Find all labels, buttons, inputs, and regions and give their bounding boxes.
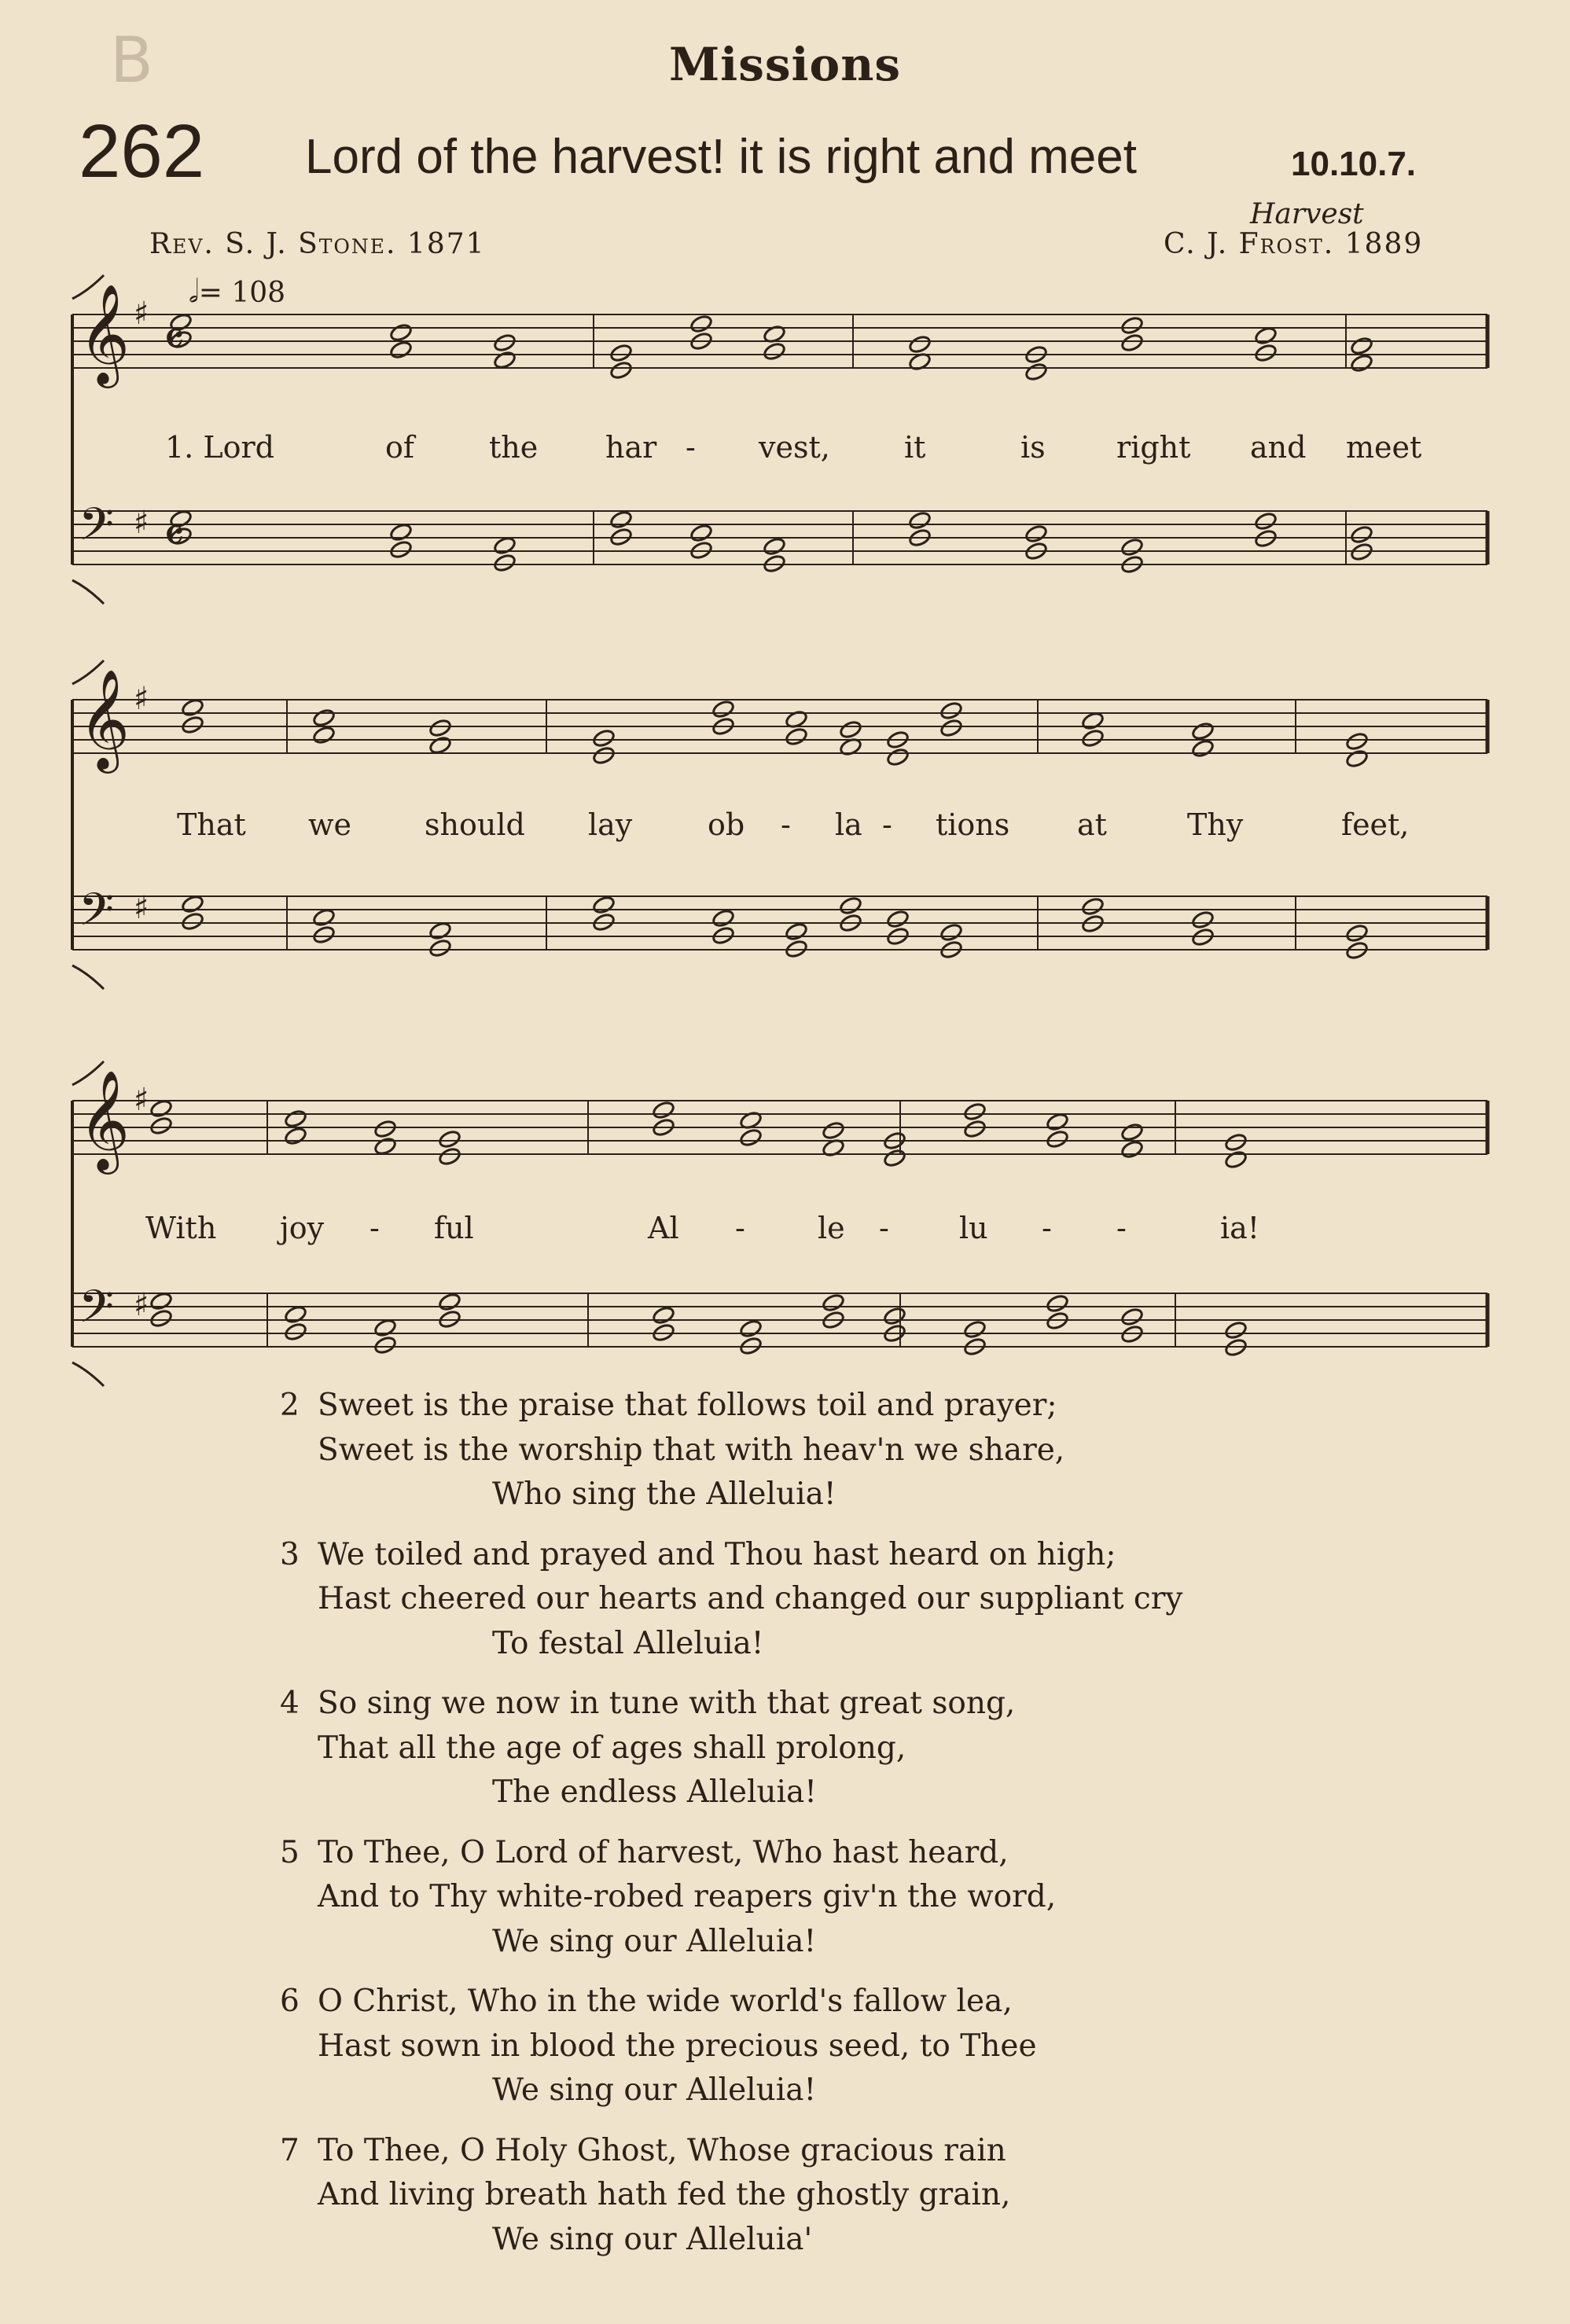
- half-note: [493, 333, 517, 352]
- verse-line: [280, 1429, 1182, 1473]
- author-credit: Rev. S. J. Stone. 1871: [149, 228, 486, 260]
- half-note: [438, 1129, 461, 1149]
- half-note: [389, 522, 413, 542]
- half-note: [428, 938, 452, 958]
- verse-text: We toiled and prayed and Thou hast heard on high;: [318, 1536, 1116, 1572]
- sharp-icon: ♯: [134, 1082, 149, 1118]
- verse-line: [280, 2173, 1182, 2218]
- lyric-syllable: -: [781, 807, 791, 842]
- half-note: [493, 553, 517, 572]
- half-note: [785, 921, 808, 941]
- half-note: [1254, 511, 1278, 531]
- common-time-icon: 𝄴: [164, 509, 185, 564]
- half-note: [373, 1136, 397, 1156]
- verse-text: So sing we now in tune with that great song,: [318, 1686, 1016, 1721]
- half-note: [389, 322, 413, 342]
- lyric-syllable: tions: [936, 807, 1010, 842]
- verse-text: Who sing the Alleluia!: [492, 1476, 836, 1512]
- bass-clef-icon: 𝄢: [79, 498, 115, 562]
- verse-text: Sweet is the worship that with heav'n we share,: [318, 1432, 1065, 1468]
- half-note: [149, 1098, 173, 1118]
- lyric-syllable: feet,: [1341, 807, 1410, 842]
- half-note: [438, 1292, 461, 1311]
- lyric-syllable: -: [735, 1211, 745, 1245]
- half-note: [839, 719, 862, 739]
- half-note: [1120, 315, 1144, 335]
- sharp-icon: ♯: [134, 296, 149, 332]
- verse-text: That all the age of ages shall prolong,: [318, 1730, 906, 1766]
- half-note: [908, 510, 932, 530]
- verse: [280, 1384, 1182, 1517]
- half-note: [822, 1293, 845, 1312]
- verse-text: To Thee, O Holy Ghost, Whose gracious rain: [318, 2132, 1006, 2168]
- half-note: [312, 925, 336, 944]
- verse-line: [280, 1682, 1182, 1726]
- half-note: [428, 718, 452, 737]
- verse-line: [280, 1920, 1182, 1965]
- half-note: [1120, 333, 1144, 352]
- treble-clef-icon: 𝄞: [79, 668, 131, 769]
- half-note: [1046, 1112, 1069, 1131]
- tune-name: Harvest: [1250, 198, 1364, 230]
- half-note: [1120, 1307, 1144, 1326]
- verse-number: 6: [280, 1984, 300, 2019]
- meter: 10.10.7.: [1291, 145, 1417, 183]
- verse-line: [280, 1980, 1182, 2024]
- verse-line: [280, 1875, 1182, 1920]
- hymn-number: 262: [79, 109, 205, 193]
- verse-line: [280, 2218, 1182, 2263]
- half-note: [592, 895, 616, 914]
- lyric-syllable: ia!: [1220, 1211, 1260, 1245]
- lyric-syllable: Al: [648, 1211, 679, 1245]
- verse-line: [280, 1577, 1182, 1622]
- half-note: [609, 509, 633, 529]
- half-note: [312, 907, 336, 927]
- sharp-icon: ♯: [134, 1287, 149, 1323]
- lyric-syllable: it: [904, 430, 926, 465]
- half-note: [149, 1116, 173, 1135]
- half-note: [1345, 748, 1369, 768]
- half-note: [1345, 731, 1369, 751]
- half-note: [1191, 910, 1215, 929]
- half-note: [1081, 728, 1105, 748]
- verse-text: Sweet is the praise that follows toil and prayer;: [318, 1388, 1057, 1423]
- half-note: [652, 1100, 675, 1120]
- verse-line: [280, 1533, 1182, 1578]
- half-note: [149, 1291, 173, 1311]
- verse-text: To Thee, O Lord of harvest, Who hast heard,: [318, 1834, 1009, 1870]
- half-note: [1024, 362, 1048, 381]
- half-note: [1046, 1129, 1069, 1149]
- half-note: [1081, 896, 1105, 916]
- lyric-syllable: vest,: [759, 430, 830, 465]
- verse: [280, 1980, 1182, 2113]
- lyric-syllable: the: [489, 430, 539, 465]
- verse-text: The endless Alleluia!: [492, 1774, 817, 1810]
- lyric-syllable: la: [835, 807, 862, 842]
- bass-clef-icon: 𝄢: [79, 1280, 115, 1344]
- half-note: [689, 523, 713, 542]
- half-note: [763, 341, 786, 361]
- verse: [280, 1533, 1182, 1667]
- lyric-syllable: we: [308, 807, 352, 842]
- lyric-syllable: ful: [434, 1211, 474, 1245]
- half-note: [963, 1119, 987, 1138]
- half-note: [312, 708, 336, 727]
- half-note: [886, 747, 910, 767]
- half-note: [1224, 1132, 1248, 1152]
- lyric-syllable: har: [605, 430, 657, 465]
- half-note: [1120, 1139, 1144, 1159]
- composer-credit: C. J. Frost. 1889: [1164, 228, 1424, 260]
- half-note: [1081, 711, 1105, 730]
- verse: [280, 2129, 1182, 2263]
- half-note: [592, 728, 616, 748]
- half-note: [1191, 721, 1215, 741]
- hymn-first-line: Lord of the harvest! it is right and meet: [305, 130, 1137, 184]
- half-note: [373, 1318, 397, 1337]
- half-note: [739, 1318, 763, 1338]
- sharp-icon: ♯: [134, 681, 149, 717]
- half-note: [312, 725, 336, 745]
- verse-line: [280, 1771, 1182, 1815]
- verse-number: 7: [280, 2132, 300, 2168]
- half-note: [284, 1322, 307, 1341]
- half-note: [1046, 1293, 1069, 1313]
- half-note: [149, 1308, 173, 1328]
- half-note: [389, 539, 413, 559]
- verse-text: Hast cheered our hearts and changed our suppliant cry: [318, 1581, 1183, 1616]
- sharp-icon: ♯: [134, 890, 149, 926]
- half-note: [963, 1101, 987, 1121]
- half-note: [493, 350, 517, 370]
- half-note: [181, 911, 204, 931]
- half-note: [181, 697, 204, 717]
- half-note: [438, 1146, 461, 1166]
- verse-line: [280, 1831, 1182, 1876]
- lyric-syllable: at: [1077, 807, 1107, 842]
- verse-text: And living breath hath fed the ghostly grain,: [318, 2177, 1011, 2212]
- half-note: [839, 895, 862, 915]
- half-note: [284, 1109, 307, 1128]
- half-note: [428, 921, 452, 940]
- verse-line: [280, 2024, 1182, 2069]
- verse-number: 3: [280, 1536, 300, 1572]
- lyric-syllable: lu: [959, 1211, 988, 1245]
- lyric-syllable: le: [818, 1211, 845, 1245]
- verse-text: O Christ, Who in the wide world's fallow lea,: [318, 1984, 1013, 2019]
- verse: [280, 1831, 1182, 1965]
- half-note: [739, 1127, 763, 1147]
- half-note: [883, 1148, 906, 1168]
- verse-text: And to Thy white-robed reapers giv'n the word,: [318, 1879, 1057, 1914]
- lyric-syllable: joy: [280, 1211, 325, 1245]
- half-note: [939, 701, 963, 720]
- verse-text: We sing our Alleluia!: [492, 1923, 817, 1959]
- lyric-syllable: lay: [588, 807, 633, 842]
- verse-text: Hast sown in blood the precious seed, to Thee: [318, 2028, 1037, 2064]
- verse-number: 2: [280, 1388, 300, 1423]
- verse: [280, 1682, 1182, 1815]
- treble-clef-icon: 𝄞: [79, 1069, 131, 1170]
- half-note: [1254, 325, 1278, 345]
- verse-number: 5: [280, 1834, 300, 1870]
- verse-text: To festal Alleluia!: [492, 1625, 764, 1661]
- half-note: [1191, 738, 1215, 758]
- lyric-syllable: -: [686, 430, 696, 465]
- lyric-syllable: should: [425, 807, 525, 842]
- bass-clef-icon: 𝄢: [79, 883, 115, 947]
- half-note: [689, 314, 713, 333]
- half-note: [1350, 524, 1373, 544]
- half-note: [1224, 1149, 1248, 1169]
- verses: [280, 1384, 1182, 2278]
- half-note: [711, 699, 735, 719]
- lyric-syllable: and: [1250, 430, 1307, 465]
- lyric-syllable: -: [882, 807, 892, 842]
- lyric-syllable: That: [177, 807, 246, 842]
- verse-line: [280, 1384, 1182, 1429]
- half-note: [785, 726, 808, 746]
- lyric-syllable: With: [145, 1211, 217, 1245]
- verse-line: [280, 1622, 1182, 1667]
- section-title: Missions: [668, 38, 902, 91]
- half-note: [1350, 336, 1373, 355]
- half-note: [1254, 343, 1278, 362]
- verse-line: [280, 1726, 1182, 1771]
- half-note-icon: 𝅗𝅥: [189, 274, 199, 310]
- pencil-mark: B: [110, 24, 153, 97]
- half-note: [284, 1126, 307, 1145]
- half-note: [609, 343, 633, 362]
- tempo-marking: 𝅗𝅥= 108: [189, 274, 286, 310]
- half-note: [1120, 537, 1144, 557]
- half-note: [592, 745, 616, 765]
- lyric-syllable: 1. Lord: [165, 430, 274, 465]
- half-note: [1350, 353, 1373, 373]
- half-note: [389, 340, 413, 359]
- half-note: [883, 1306, 906, 1326]
- lyric-syllable: ob: [708, 807, 745, 842]
- half-note: [493, 535, 517, 555]
- half-note: [181, 894, 204, 914]
- half-note: [1345, 923, 1369, 943]
- verse-line: [280, 2129, 1182, 2174]
- half-note: [963, 1319, 987, 1339]
- lyric-syllable: -: [370, 1211, 380, 1245]
- half-note: [373, 1119, 397, 1138]
- half-note: [939, 922, 963, 942]
- lyric-syllable: of: [385, 430, 414, 465]
- lyric-syllable: -: [1116, 1211, 1127, 1245]
- verse-line: [280, 1473, 1182, 1517]
- half-note: [939, 718, 963, 737]
- half-note: [886, 909, 910, 928]
- sharp-icon: ♯: [134, 505, 149, 541]
- treble-clef-icon: 𝄞: [79, 283, 131, 384]
- half-note: [763, 536, 786, 556]
- half-note: [822, 1120, 845, 1140]
- lyric-syllable: is: [1020, 430, 1046, 465]
- verse-text: We sing our Alleluia': [492, 2221, 813, 2257]
- verse-number: 4: [280, 1686, 300, 1721]
- verse-line: [280, 2068, 1182, 2113]
- half-note: [373, 1335, 397, 1355]
- half-note: [711, 908, 735, 928]
- half-note: [428, 735, 452, 755]
- common-time-icon: 𝄴: [164, 312, 185, 367]
- lyric-syllable: -: [879, 1211, 889, 1245]
- half-note: [284, 1304, 307, 1324]
- half-note: [1120, 1122, 1144, 1142]
- lyric-syllable: Thy: [1187, 807, 1244, 842]
- half-note: [181, 715, 204, 734]
- half-note: [652, 1305, 675, 1325]
- half-note: [1024, 524, 1048, 543]
- half-note: [1224, 1320, 1248, 1340]
- lyric-syllable: right: [1116, 430, 1191, 465]
- verse-text: We sing our Alleluia!: [492, 2072, 817, 2108]
- half-note: [908, 334, 932, 354]
- lyric-syllable: meet: [1346, 430, 1422, 465]
- lyric-syllable: -: [1042, 1211, 1052, 1245]
- half-note: [609, 360, 633, 380]
